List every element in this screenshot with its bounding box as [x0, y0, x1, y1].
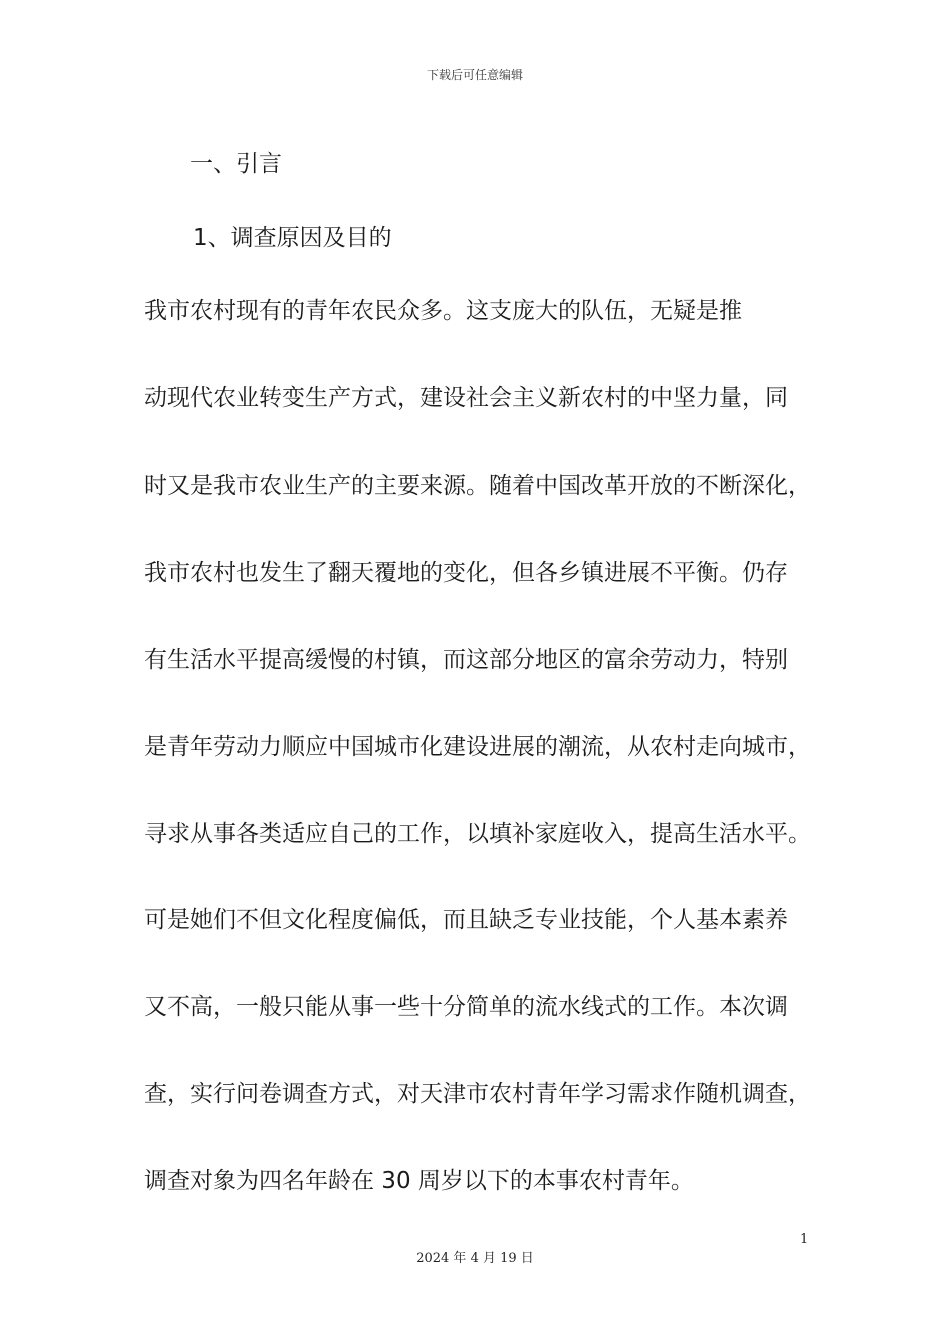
subsection-title: 1、调查原因及目的	[193, 225, 392, 251]
body-line: 动现代农业转变生产方式，建设社会主义新农村的中坚力量，同	[144, 385, 788, 411]
body-line: 我市农村现有的青年农民众多。这支庞大的队伍，无疑是推	[144, 298, 742, 324]
body-line: 时又是我市农业生产的主要来源。随着中国改革开放的不断深化，	[144, 473, 811, 499]
body-line: 查，实行问卷调查方式，对天津市农村青年学习需求作随机调查，	[144, 1081, 811, 1107]
body-line: 是青年劳动力顺应中国城市化建设进展的潮流，从农村走向城市，	[144, 734, 811, 760]
footer-date: 2024 年 4 月 19 日	[416, 1251, 534, 1266]
body-line: 有生活水平提高缓慢的村镇，而这部分地区的富余劳动力，特别	[144, 647, 788, 673]
page-number: 1	[800, 1232, 809, 1247]
page-header: 下载后可任意编辑	[426, 68, 523, 82]
body-line: 又不高，一般只能从事一些十分简单的流水线式的工作。本次调	[144, 994, 788, 1020]
body-line: 我市农村也发生了翻天覆地的变化，但各乡镇进展不平衡。仍存	[144, 560, 788, 586]
section-title: 一、引言	[190, 151, 282, 177]
body-line: 可是她们不但文化程度偏低，而且缺乏专业技能，个人基本素养	[144, 907, 788, 933]
body-line: 寻求从事各类适应自己的工作，以填补家庭收入，提高生活水平。	[144, 821, 811, 847]
body-line: 调查对象为四名年龄在 30 周岁以下的本事农村青年。	[144, 1168, 694, 1194]
